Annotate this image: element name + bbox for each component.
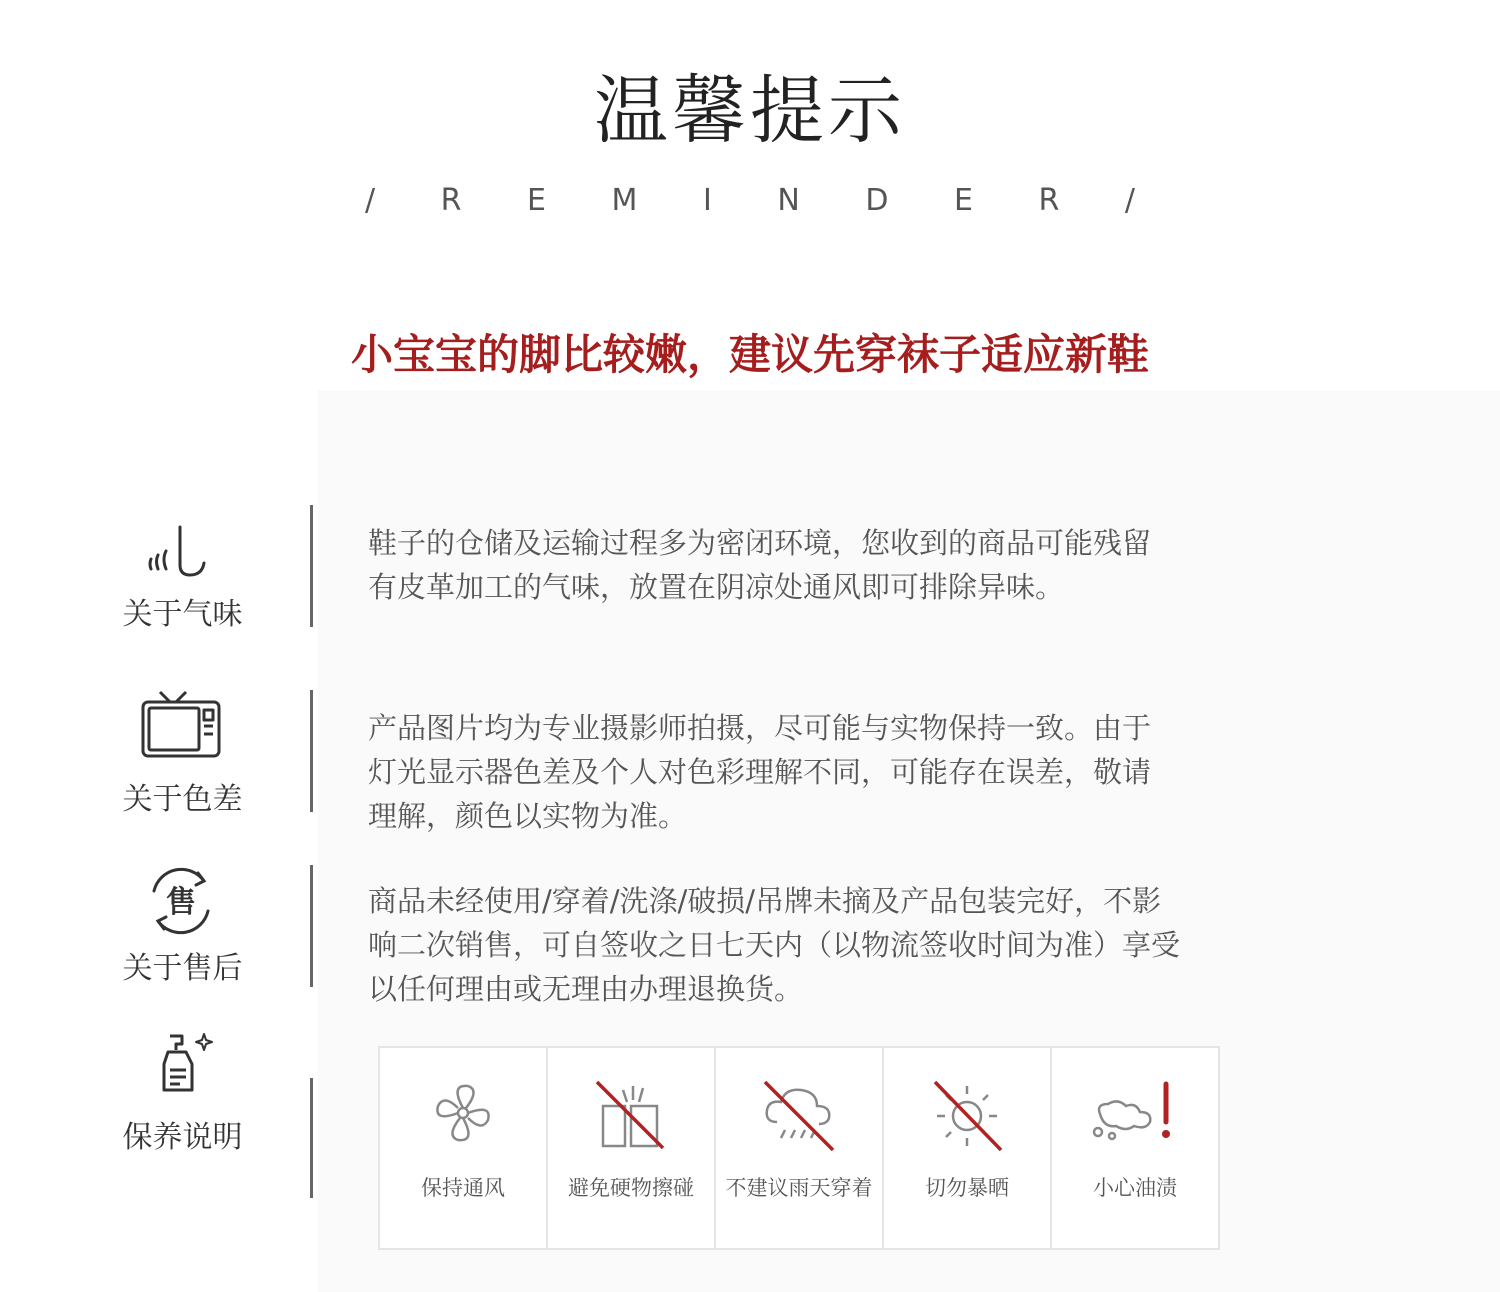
description-line: 理解，颜色以实物为准。 xyxy=(368,799,688,833)
care-item-label: 小心油渍 xyxy=(1093,1176,1177,1200)
no-hard-object-icon xyxy=(593,1078,669,1154)
after-sales-icon-glyph: 售 xyxy=(166,885,196,920)
after-sales-icon xyxy=(140,865,222,937)
care-item-no-sun xyxy=(884,1048,1052,1248)
description-line: 响二次销售，可自签收之日七天内（以物流签收时间为准）享受 xyxy=(368,928,1181,962)
care-item-label: 保持通风 xyxy=(421,1176,505,1200)
section-description xyxy=(368,521,1298,609)
section-label: 关于售后 xyxy=(122,951,243,986)
fan-icon xyxy=(428,1078,498,1148)
care-item-label: 避免硬物擦碰 xyxy=(568,1176,694,1200)
oil-stain-icon xyxy=(1090,1078,1180,1148)
section-divider xyxy=(310,1078,313,1198)
description-line: 商品未经使用/穿着/洗涤/破损/吊牌未摘及产品包装完好，不影 xyxy=(368,884,1162,918)
description-line: 产品图片均为专业摄影师拍摄，尽可能与实物保持一致。由于 xyxy=(368,711,1152,745)
page-subtitle: / R E M I N D E R / xyxy=(365,183,1163,218)
care-item-oil xyxy=(1052,1048,1218,1248)
section-divider xyxy=(310,690,313,812)
description-line: 灯光显示器色差及个人对色彩理解不同，可能存在误差，敬请 xyxy=(368,755,1152,789)
care-item-label: 不建议雨天穿着 xyxy=(725,1176,873,1200)
care-item-label: 切勿暴晒 xyxy=(925,1176,1009,1200)
section-label: 保养说明 xyxy=(122,1120,243,1155)
section-label: 关于气味 xyxy=(122,597,243,632)
section-description xyxy=(368,879,1298,1011)
description-line: 以任何理由或无理由办理退换货。 xyxy=(368,972,804,1006)
description-line: 鞋子的仓储及运输过程多为密闭环境，您收到的商品可能残留 xyxy=(368,526,1152,560)
page-title: 温馨提示 xyxy=(594,68,906,154)
section-description xyxy=(368,706,1298,838)
odor-icon xyxy=(140,513,222,585)
section-divider xyxy=(310,505,313,627)
description-line: 有皮革加工的气味，放置在阴凉处通风即可排除异味。 xyxy=(368,570,1065,604)
section-divider xyxy=(310,865,313,987)
care-item-ventilate xyxy=(380,1048,548,1248)
headline-notice: 小宝宝的脚比较嫩，建议先穿袜子适应新鞋 xyxy=(350,330,1149,379)
no-sun-icon xyxy=(929,1078,1005,1154)
care-item-no-rain xyxy=(716,1048,884,1248)
tv-icon xyxy=(140,690,222,762)
section-label: 关于色差 xyxy=(122,782,243,817)
care-bottle-icon xyxy=(140,1030,222,1102)
care-icons-grid xyxy=(378,1046,1220,1250)
no-rain-icon xyxy=(759,1078,839,1154)
care-item-avoid-hard xyxy=(548,1048,716,1248)
